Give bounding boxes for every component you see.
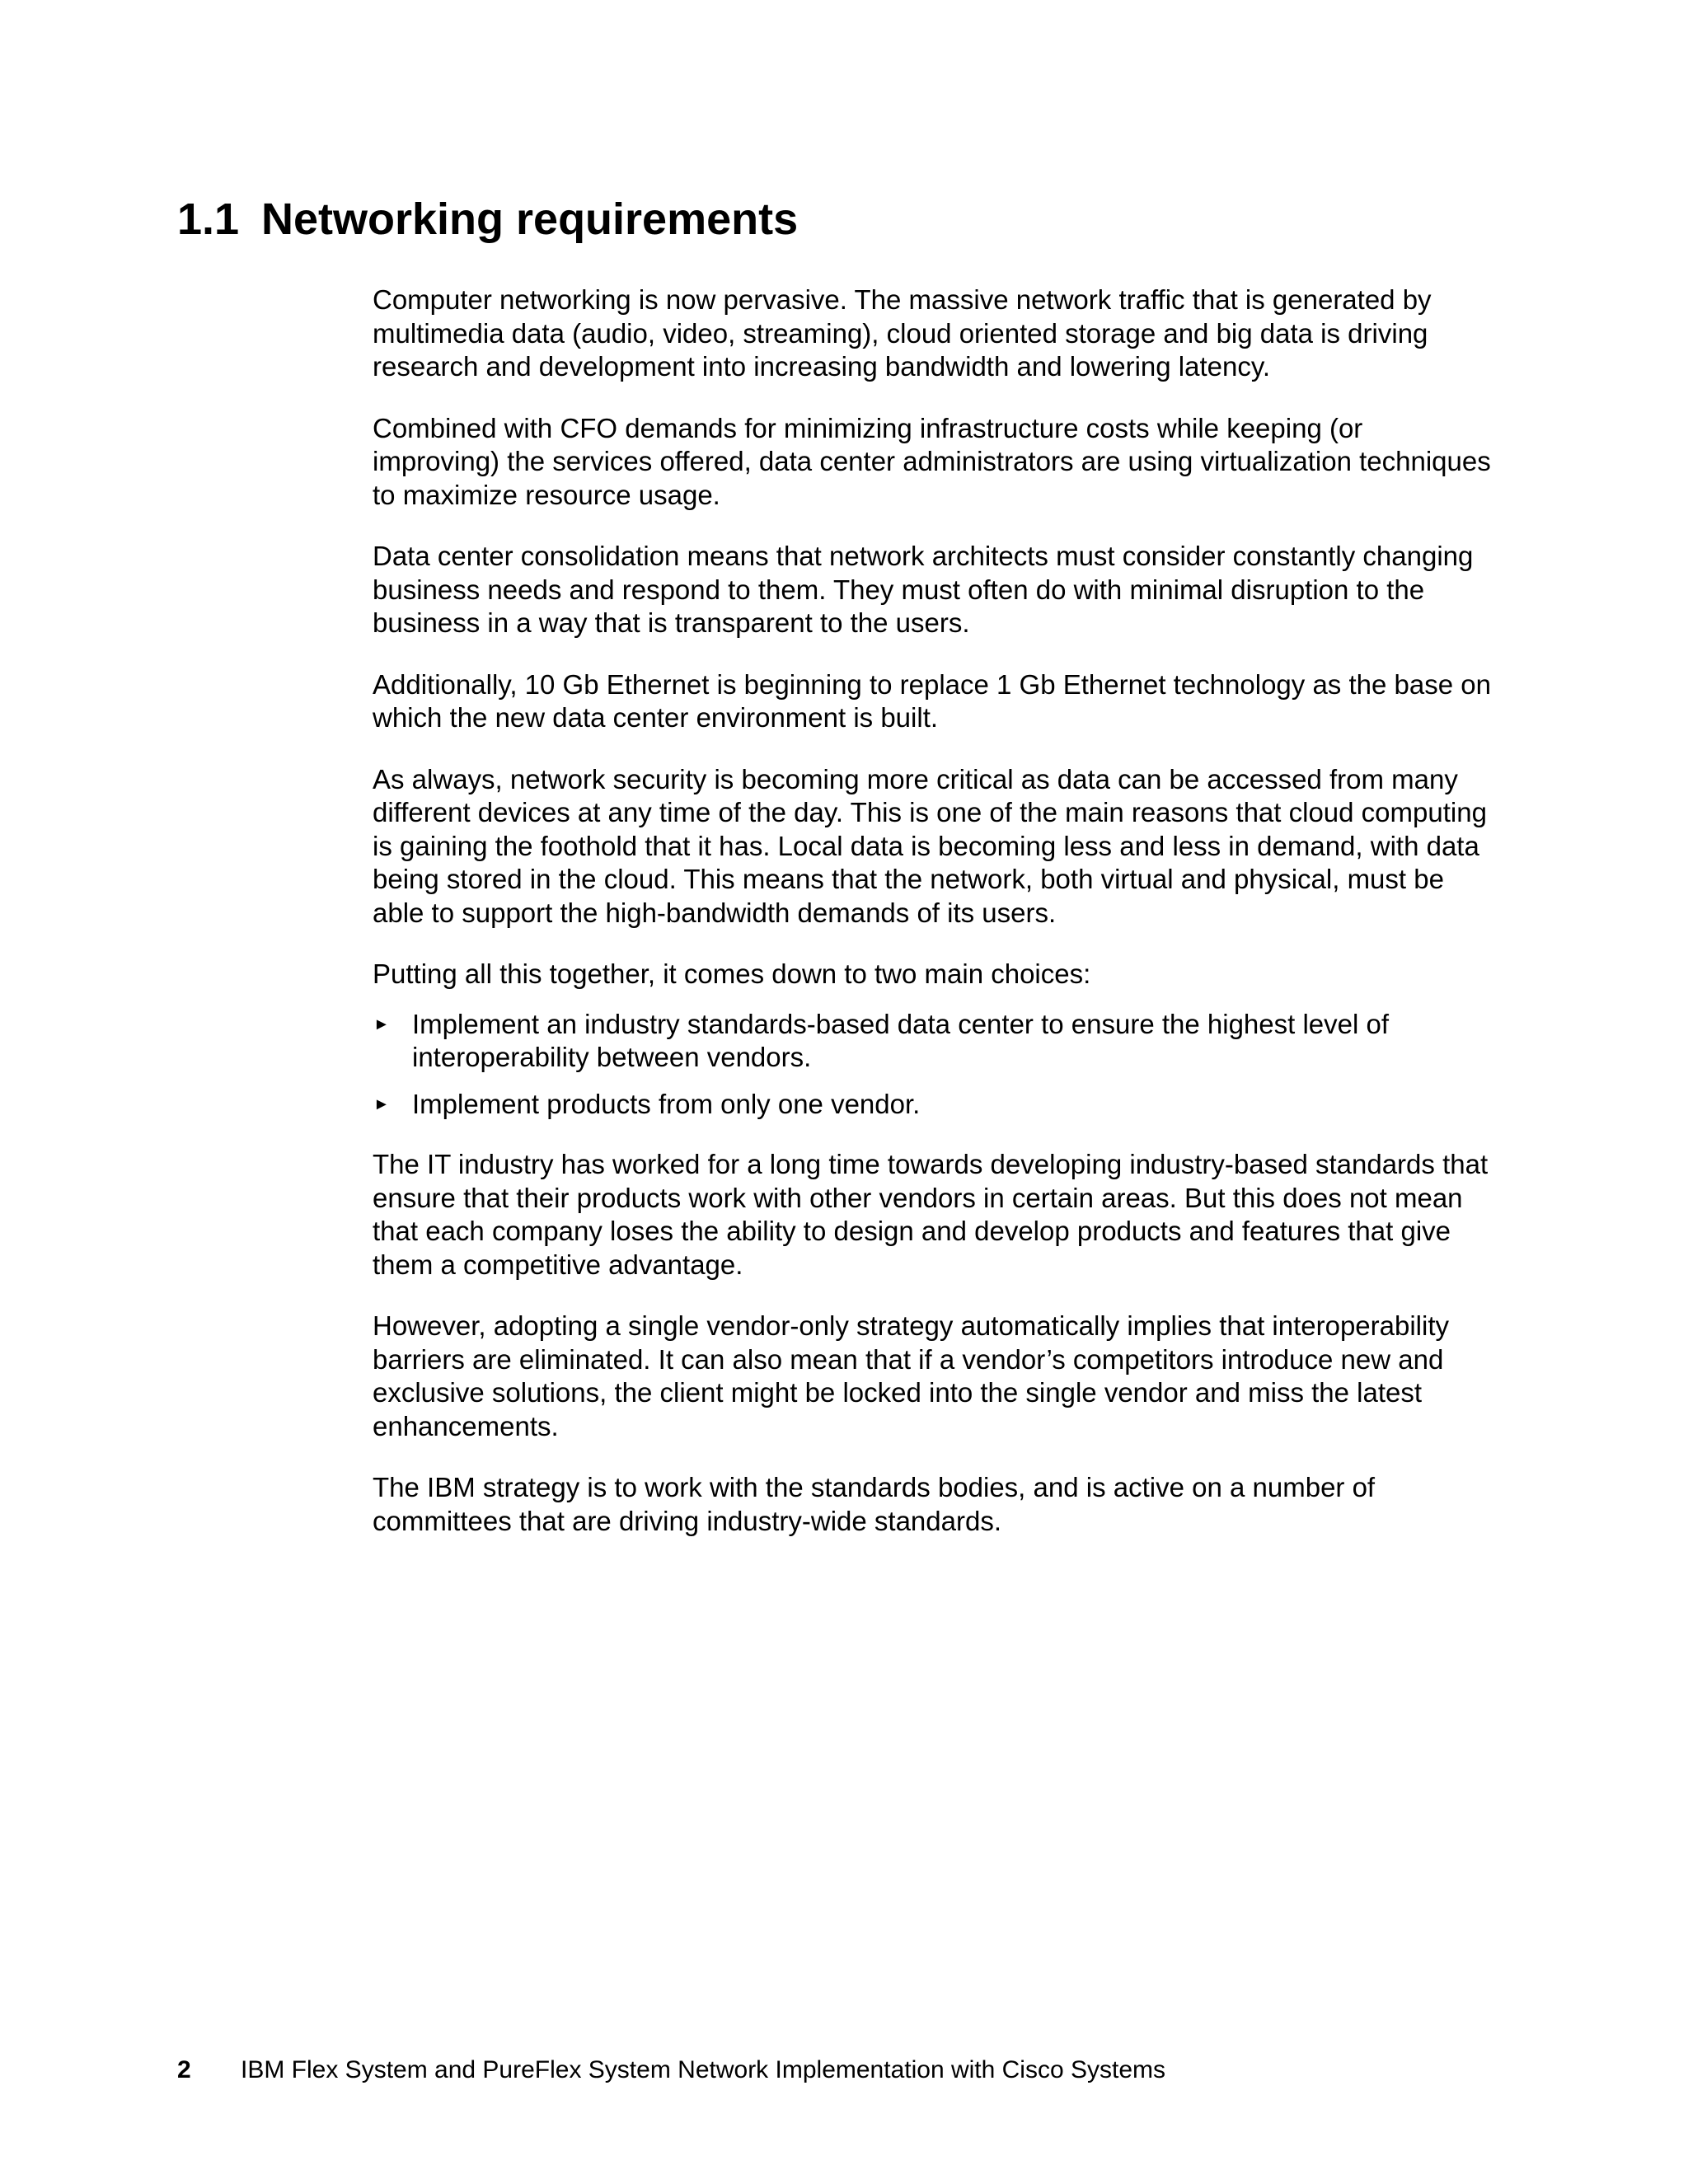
choices-list bbox=[373, 1008, 1493, 1122]
list-item-text: Implement an industry standards-based data center to ensure the highest level of interoperability between vendors. bbox=[412, 1008, 1390, 1072]
paragraph: Computer networking is now pervasive. The massive network traffic that is generated by multimedia data (audio, video, streaming), cloud oriented storage and big data is driving research and development into increasing bandwidth and lowering latency. bbox=[373, 284, 1432, 382]
paragraph: As always, network security is becoming more critical as data can be accessed from many different devices at any time of the day. This is one of the main reasons that cloud computing is gaining the foothold that it has. Local data is becoming less and less in demand, with data being stored in the cloud. This means that the network, both virtual and physical, must be able to support the high-bandwidth demands of its users. bbox=[373, 763, 1487, 928]
paragraph: However, adopting a single vendor-only strategy automatically implies that interoperability barriers are eliminated. It can also mean that if a vendor’s competitors introduce new and exclusive solutions, the client might be locked into the single vendor and miss the latest enhancements. bbox=[373, 1310, 1450, 1441]
paragraph: The IBM strategy is to work with the standards bodies, and is active on a number of committees that are driving industry-wide standards. bbox=[373, 1472, 1376, 1536]
paragraph: Data center consolidation means that network architects must consider constantly changing business needs and respond to them. They must often do with minimal disruption to the business in a way that is transparent to the users. bbox=[373, 541, 1474, 638]
page-footer bbox=[177, 2054, 1165, 2087]
list-item-text: Implement products from only one vendor. bbox=[412, 1088, 921, 1119]
section-number: 1.1 bbox=[177, 194, 240, 244]
paragraph: Putting all this together, it comes down to two main choices: bbox=[373, 958, 1091, 989]
triangle-bullet-icon: ► bbox=[373, 1015, 390, 1033]
book-title: IBM Flex System and PureFlex System Network Implementation with Cisco Systems bbox=[241, 2056, 1166, 2083]
paragraph: Additionally, 10 Gb Ethernet is beginning to replace 1 Gb Ethernet technology as the base on which the new data center environment is built. bbox=[373, 668, 1491, 733]
list-item bbox=[373, 1008, 1493, 1075]
page-number: 2 bbox=[177, 2056, 191, 2083]
paragraph: The IT industry has worked for a long time towards developing industry-based standards that ensure that their products work with other vendors in certain areas. But this does not mean that each company loses the ability to design and develop products and features that give them a competitive advantage. bbox=[373, 1149, 1489, 1280]
triangle-bullet-icon: ► bbox=[373, 1094, 390, 1113]
section-body bbox=[373, 284, 1493, 1566]
section-title: Networking requirements bbox=[261, 194, 799, 244]
section-heading bbox=[177, 191, 798, 247]
paragraph: Combined with CFO demands for minimizing infrastructure costs while keeping (or improving) the services offered, data center administrators are using virtualization techniques to maximize resource usage. bbox=[373, 412, 1491, 510]
list-item bbox=[373, 1088, 1493, 1122]
